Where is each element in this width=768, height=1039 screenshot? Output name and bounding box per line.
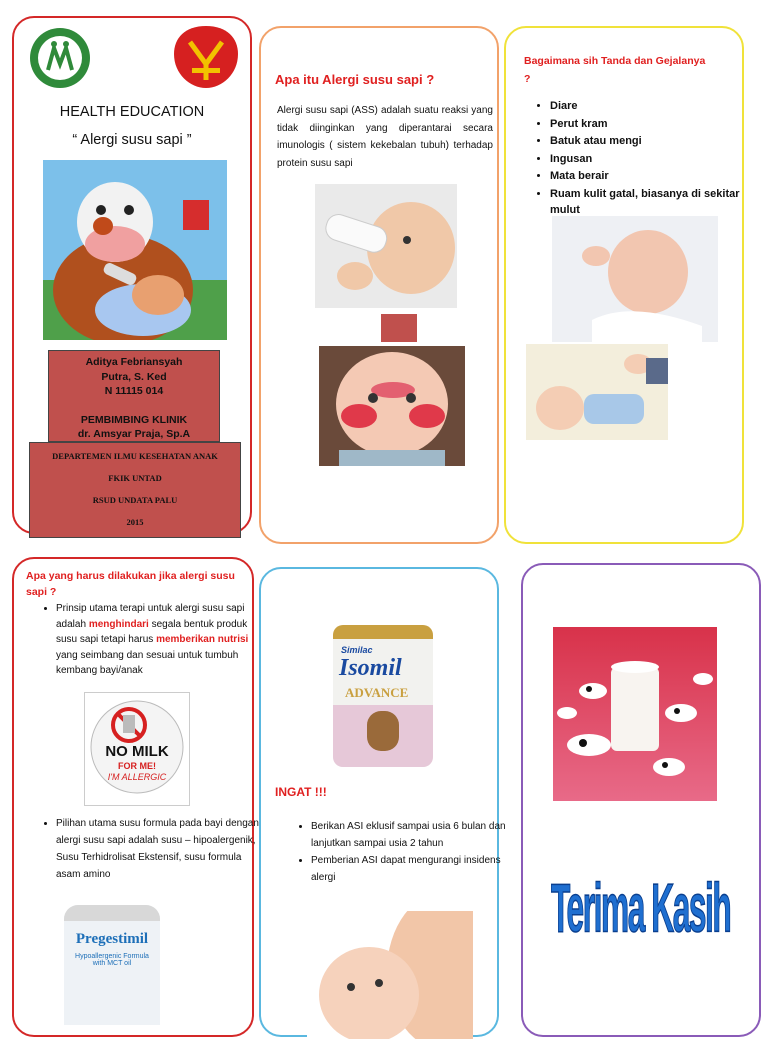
crying-baby-image	[552, 216, 718, 342]
isomil-brand: Isomil	[339, 655, 402, 681]
color-swatch	[381, 314, 417, 342]
cow-feeding-baby-image	[43, 160, 227, 340]
isomil-can	[333, 625, 433, 767]
symptom-item: • Perut kram	[550, 116, 756, 133]
remember-heading: INGAT !!!	[275, 785, 327, 799]
pregestimil-subtitle: Hypoallergenic Formula with MCT oil	[75, 953, 149, 967]
panel-definition	[259, 26, 499, 544]
hospital-logo	[28, 26, 92, 90]
university-logo	[172, 24, 240, 90]
treatment-text-e: yang seimbang dan sesuai untuk tumbuh kembang bayi/anak	[56, 649, 239, 676]
author-name-line1: Aditya Febriansyah	[85, 356, 183, 368]
symptom-item: • Ruam kulit gatal, biasanya di sekitar mulut	[550, 186, 756, 219]
for-me-text: FOR ME!	[118, 761, 156, 771]
treatment-list-1	[38, 601, 262, 680]
department-line: DEPARTEMEN ILMU KESEHATAN ANAK	[52, 451, 218, 461]
thank-you-text: Terima Kasih	[551, 871, 731, 947]
symptom-item: • Mata berair	[550, 168, 756, 185]
treatment-item	[56, 601, 262, 679]
treatment-item: • Pilihan utama susu formula pada bayi dengan alergi susu sapi adalah susu – hipoalergenik, Susu Terhidrolisat Ekstensif, susu formula asam amino	[56, 815, 262, 883]
health-education-title: HEALTH EDUCATION	[59, 104, 205, 120]
baby-bottle-image	[315, 184, 457, 308]
panel-cover	[12, 16, 252, 534]
panel-remember	[259, 567, 506, 1037]
symptoms-list	[532, 98, 756, 220]
remember-item: • Berikan ASI eklusif sampai usia 6 bulan dan lanjutkan sampai usia 2 tahun	[311, 819, 507, 852]
treatment-emphasis-nutrition: memberikan nutrisi	[156, 634, 249, 645]
symptom-item: • Ingusan	[550, 151, 756, 168]
hospital-line: RSUD UNDATA PALU	[92, 495, 178, 505]
faculty-line: FKIK UNTAD	[108, 473, 162, 483]
baby-rash-image	[319, 346, 465, 466]
treatment-emphasis-avoid: menghindari	[88, 618, 149, 630]
panel-symptoms	[504, 26, 744, 544]
remember-list	[293, 819, 507, 887]
panel-treatment	[12, 557, 259, 1037]
milk-cows-image	[553, 627, 717, 801]
breastfeeding-image	[307, 911, 473, 1039]
treatment-text-a: Prinsip utama terapi untuk alergi susu sapi adalah	[56, 603, 245, 630]
isomil-advance: ADVANCE	[345, 685, 409, 700]
treatment-heading: Apa yang harus dilakukan jika alergi susu sapi ?	[26, 570, 235, 598]
definition-text: Alergi susu sapi (ASS) adalah suatu reaksi yang tidak diinginkan yang diperantarai secara imunologis ( sistem kekebalan tubuh) terhadap protein susu sapi	[277, 105, 493, 169]
symptoms-heading: Bagaimana sih Tanda dan Gejalanya ?	[524, 55, 706, 85]
similac-brand: Similac	[341, 645, 373, 655]
supervisor-name: dr. Amsyar Praja, Sp.A	[77, 428, 191, 440]
author-name-line2: Putra, S. Ked	[101, 370, 167, 383]
baby-changing-image	[526, 344, 668, 440]
pregestimil-brand: Pregestimil	[75, 931, 149, 947]
symptom-item: • Batuk atau mengi	[550, 133, 756, 150]
no-milk-text: NO MILK	[105, 743, 169, 760]
pregestimil-can	[64, 905, 160, 1025]
panel-thanks	[521, 563, 761, 1037]
treatment-text-c: segala bentuk produk susu sapi tetapi harus	[56, 618, 248, 645]
supervisor-label: PEMBIMBING KLINIK	[80, 413, 188, 426]
department-box	[29, 442, 241, 538]
no-milk-sign	[84, 692, 190, 806]
symptom-item: • Diare	[550, 98, 756, 115]
allergic-text: I'M ALLERGIC	[107, 772, 167, 782]
treatment-list-2	[38, 815, 262, 884]
topic-subtitle: “ Alergi susu sapi ”	[72, 132, 192, 148]
year-line: 2015	[126, 517, 144, 527]
author-nim: N 11115 014	[104, 385, 164, 397]
definition-heading: Apa itu Alergi susu sapi ?	[275, 72, 435, 87]
remember-item: • Pemberian ASI dapat mengurangi insidens alergi	[311, 853, 507, 886]
author-box	[48, 350, 220, 442]
